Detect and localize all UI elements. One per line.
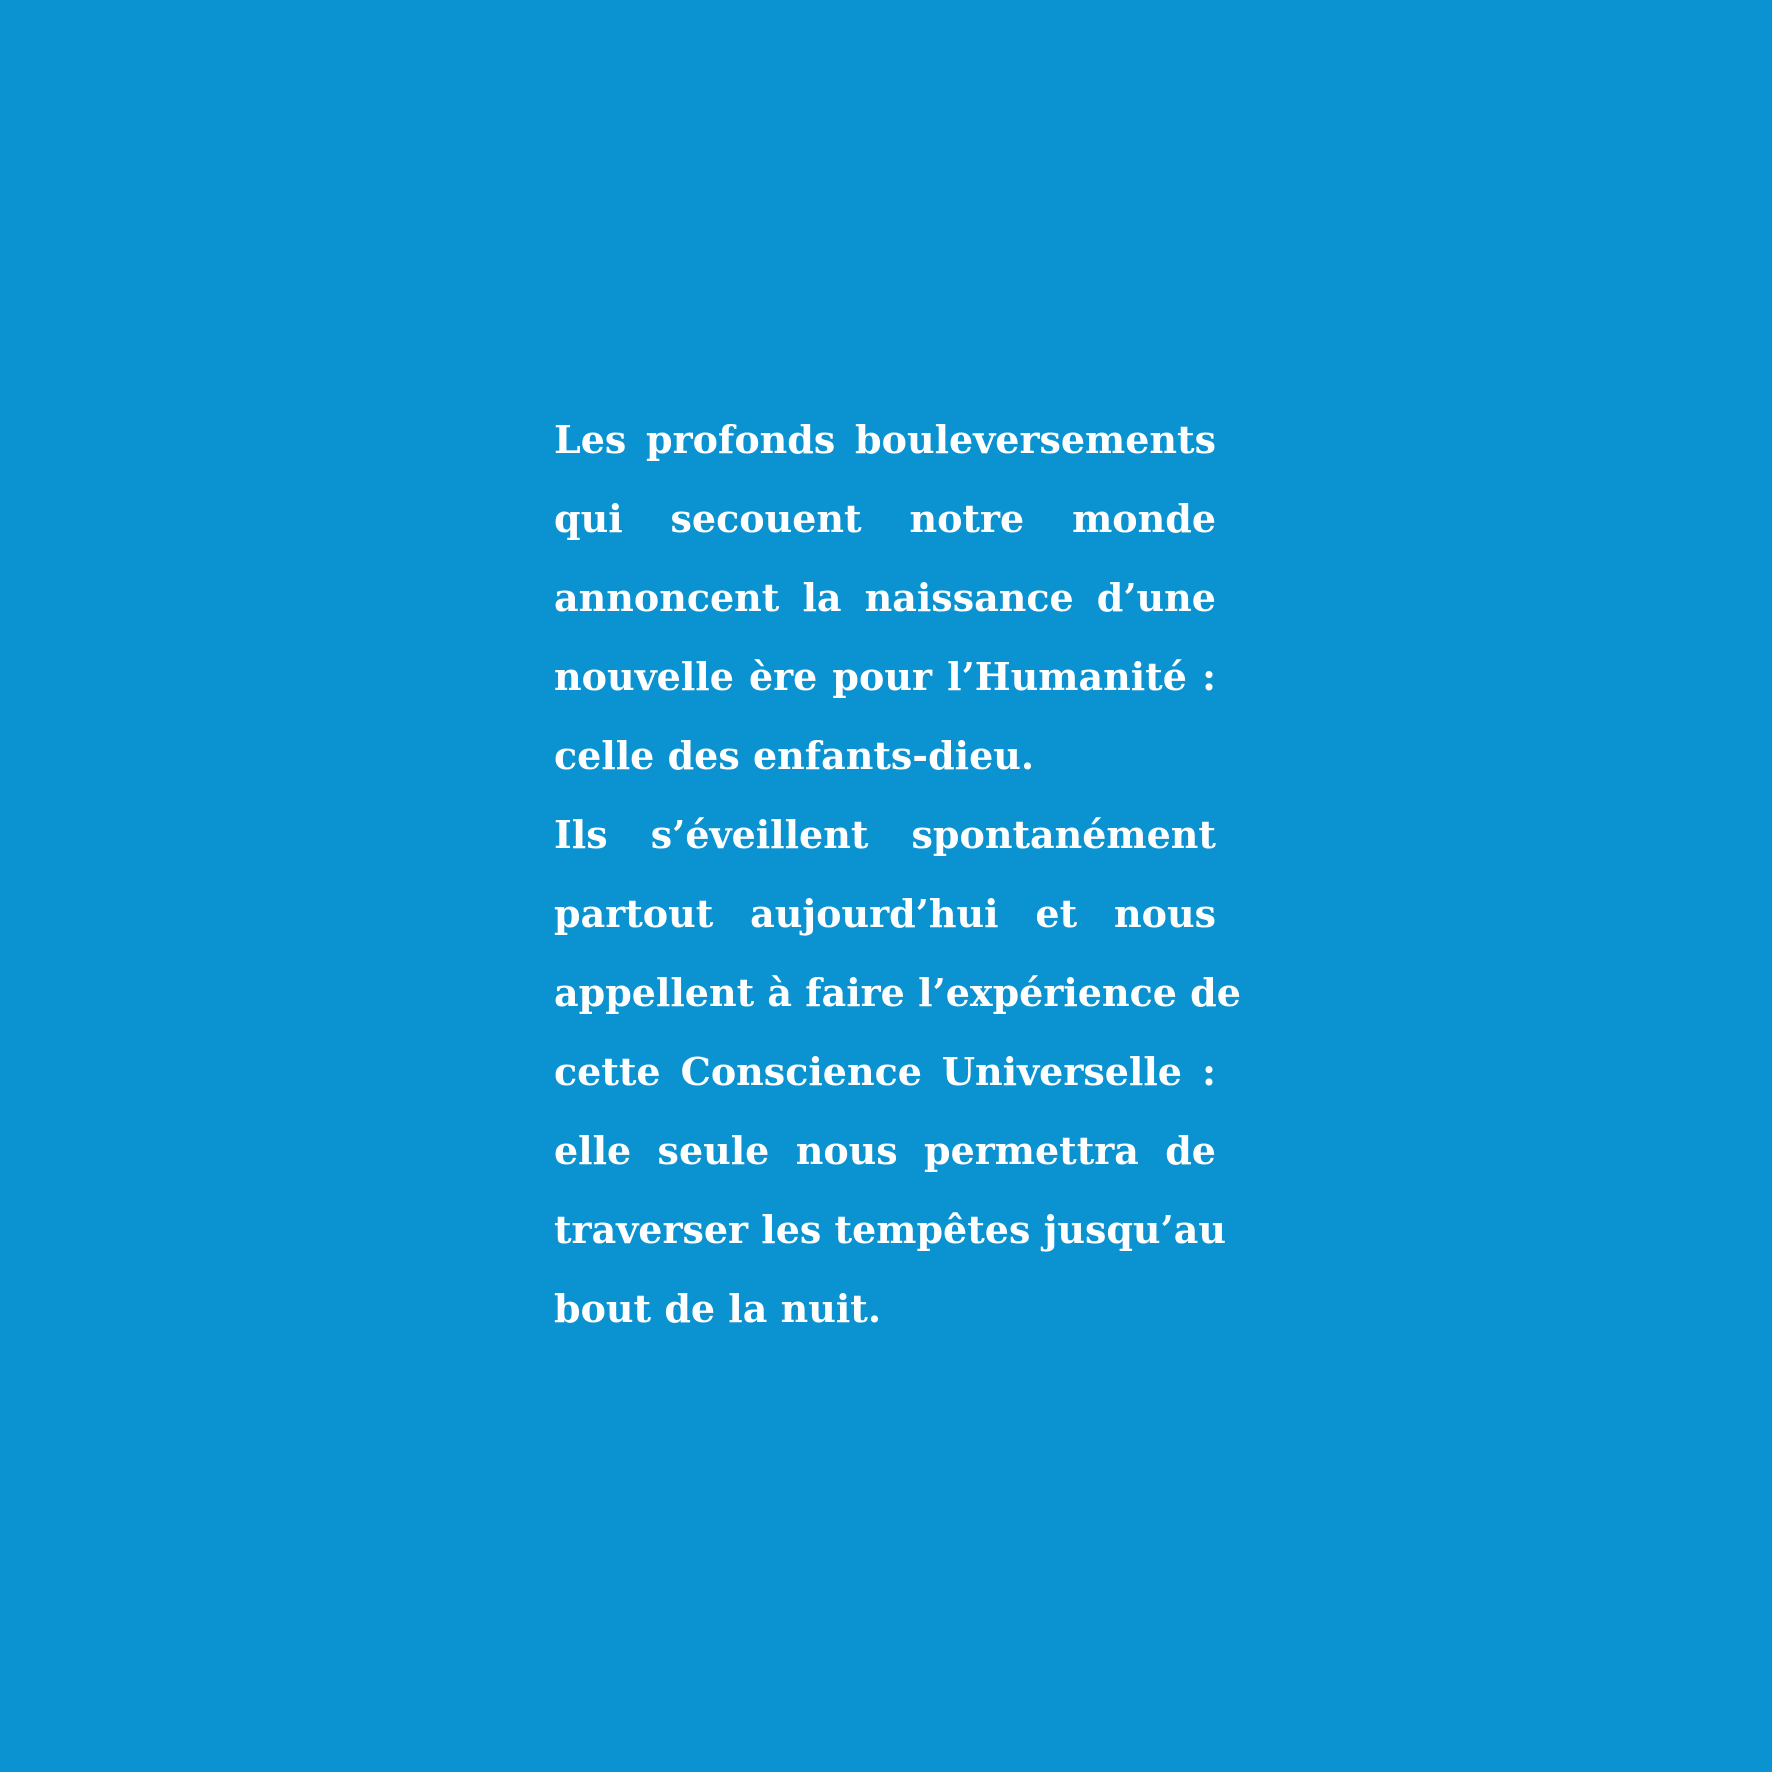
text-line: bout de la nuit. — [554, 1286, 882, 1331]
text-line: partout aujourd’hui et nous — [554, 891, 1216, 936]
paragraph-1 — [554, 400, 1216, 795]
back-cover-text — [554, 400, 1241, 1348]
text-line: Ils s’éveillent spontanément — [554, 812, 1216, 857]
text-line: elle seule nous permettra de — [554, 1128, 1216, 1173]
text-line: qui secouent notre monde — [554, 496, 1216, 541]
text-line: celle des enfants-dieu. — [554, 733, 1035, 778]
text-line: Les profonds bouleversements — [554, 417, 1216, 462]
text-line: nouvelle ère pour l’Humanité : — [554, 654, 1216, 699]
text-line: cette Conscience Universelle : — [554, 1049, 1216, 1094]
text-line: annoncent la naissance d’une — [554, 575, 1216, 620]
text-line: traverser les tempêtes jusqu’au — [554, 1207, 1227, 1252]
text-line: appellent à faire l’expérience de — [554, 970, 1241, 1015]
paragraph-2 — [554, 795, 1241, 1348]
